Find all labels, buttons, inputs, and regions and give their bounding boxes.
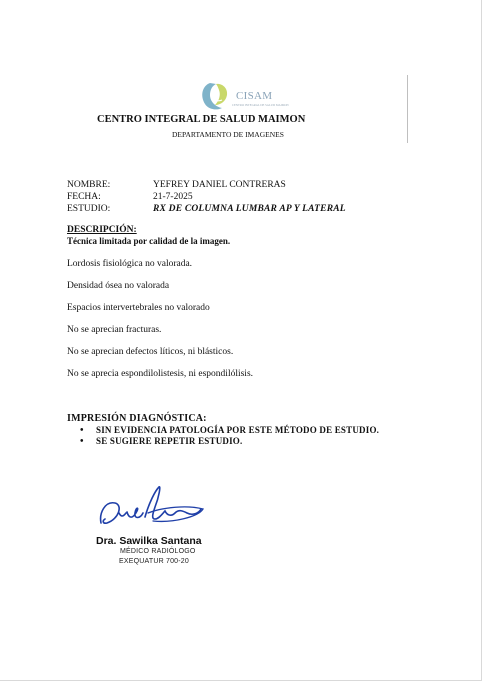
header-divider [407,75,408,143]
study-label: ESTUDIO: [67,204,111,214]
patient-name-value: YEFREY DANIEL CONTRERAS [153,180,286,190]
logo-text: CISAM [236,90,273,102]
impression-item: • SE SUGIERE REPETIR ESTUDIO. [67,436,379,447]
physician-name: Dra. Sawilka Santana [96,535,202,547]
study-row [67,203,346,215]
patient-name-row [67,179,346,191]
finding-item: No se aprecia espondilolistesis, ni espondilólisis. [67,369,254,379]
date-value: 21-7-2025 [153,192,193,202]
logo-subtext: CENTRO INTEGRAL DE SALUD MAIMON [232,103,289,107]
physician-role: MÉDICO RADIÓLOGO [120,548,196,555]
finding-item: Lordosis fisiológica no valorada. [67,259,193,269]
impression-title: IMPRESIÓN DIAGNÓSTICA: [67,413,207,424]
finding-item: No se aprecian defectos líticos, ni blásticos. [67,347,234,357]
technique-note: Técnica limitada por calidad de la imagen. [67,236,231,246]
patient-info [67,179,346,215]
impression-item: • SIN EVIDENCIA PATOLOGÍA POR ESTE MÉTODO DE ESTUDIO. [67,425,379,436]
department-name: DEPARTAMENTO DE IMAGENES [172,130,284,139]
date-label: FECHA: [67,192,101,202]
finding-item: Espacios intervertebrales no valorado [67,303,210,313]
study-value: RX DE COLUMNA LUMBAR AP Y LATERAL [153,204,346,214]
finding-item: No se aprecian fracturas. [67,325,162,335]
handwritten-signature [93,483,208,538]
date-row [67,191,346,203]
impression-list [67,425,379,447]
organization-title: CENTRO INTEGRAL DE SALUD MAIMON [97,114,306,125]
finding-item: Densidad ósea no valorada [67,281,170,291]
description-title: DESCRIPCIÓN: [67,225,137,235]
patient-name-label: NOMBRE: [67,180,111,190]
physician-exequatur: EXEQUATUR 700-20 [119,558,189,565]
